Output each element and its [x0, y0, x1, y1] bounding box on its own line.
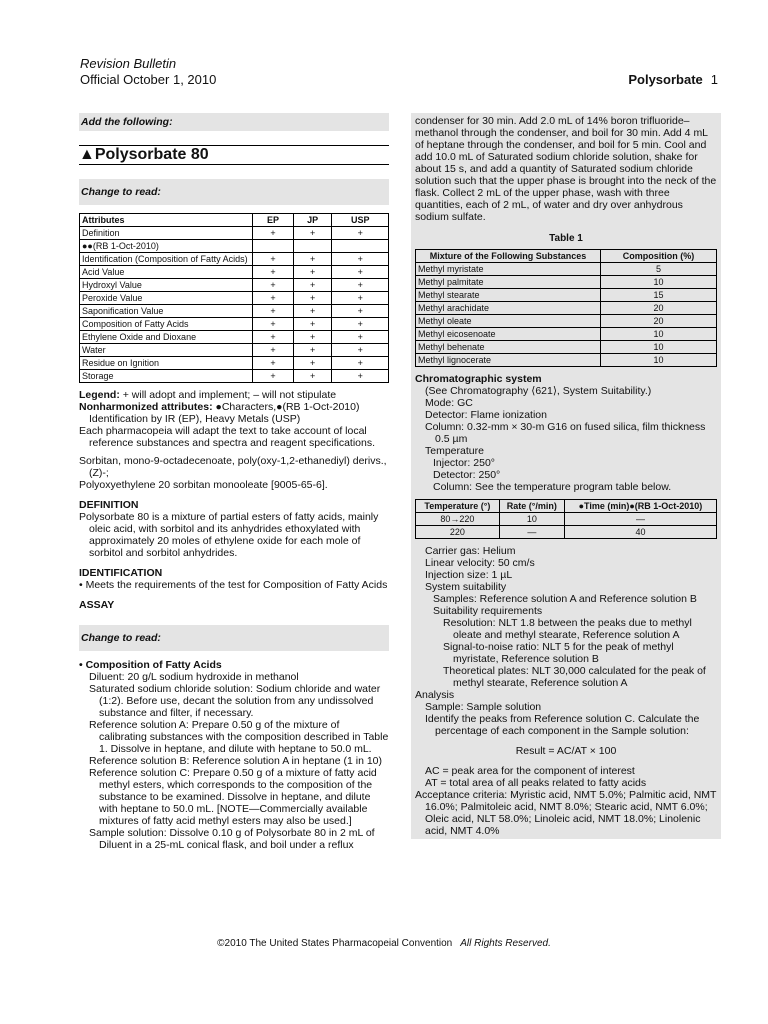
substance-name: Methyl lignocerate [416, 354, 601, 367]
copyright: ©2010 The United States Pharmacopeial Convention [217, 938, 453, 949]
attribute-name: Definition [80, 227, 253, 240]
adoption-mark: + [332, 370, 389, 383]
table-header-row [416, 250, 717, 263]
adoption-mark: + [332, 357, 389, 370]
adoption-mark: + [332, 344, 389, 357]
table-row [416, 513, 717, 526]
adoption-mark: + [253, 266, 294, 279]
adoption-mark: + [253, 227, 294, 240]
nonharm-label: Nonharmonized attributes: [79, 401, 213, 413]
table-header: Rate (°/min) [499, 500, 564, 513]
table-header: EP [253, 214, 294, 227]
attribute-name: Residue on Ignition [80, 357, 253, 370]
table-row [80, 318, 389, 331]
adoption-mark: + [293, 318, 332, 331]
change-to-read: Change to read: [79, 179, 389, 205]
injector: Injector: 250° [433, 457, 495, 469]
identification-text: • Meets the requirements of the test for Composition of Fatty Acids [79, 579, 388, 591]
diluent: Diluent: 20 g/L sodium hydroxide in methanol [89, 671, 299, 683]
chrom-system-heading: Chromatographic system [415, 373, 542, 385]
attribute-name: Hydroxyl Value [80, 279, 253, 292]
attribute-name: Ethylene Oxide and Dioxane [80, 331, 253, 344]
page-header-right [628, 72, 718, 87]
carrier-gas: Carrier gas: Helium [425, 545, 516, 557]
definition-text: Polysorbate 80 is a mixture of partial esters of fatty acids, mainly oleic acid, with sorbitol and its anhydrides ethoxylated with approximately 20 moles of ethylene oxide for each mole of sorbitol and sorbitol anhydrides. [79, 511, 379, 559]
table-row [416, 276, 717, 289]
adoption-mark: + [293, 344, 332, 357]
attribute-name: Peroxide Value [80, 292, 253, 305]
adoption-mark: + [293, 227, 332, 240]
identify-peaks: Identify the peaks from Reference solution C. Calculate the percentage of each component in the Sample solution: [425, 713, 700, 737]
temp-cell: 40 [564, 526, 716, 539]
cofa-heading: • Composition of Fatty Acids [79, 659, 222, 671]
header-title: Polysorbate [628, 72, 703, 87]
resolution: Resolution: NLT 1.8 between the peaks due to methyl oleate and methyl stearate, Reference solution A [443, 617, 692, 641]
result-equation: Result = AC/AT × 100 [515, 745, 617, 757]
table-row [80, 227, 389, 240]
composition-value: 10 [601, 354, 717, 367]
adoption-mark: + [293, 370, 332, 383]
attributes-table [79, 213, 389, 383]
table-row [80, 357, 389, 370]
table-row [80, 292, 389, 305]
identification-heading: IDENTIFICATION [79, 567, 163, 579]
sample-solution: Sample solution: Dissolve 0.10 g of Polysorbate 80 in 2 mL of Diluent in a 25-mL conical flask, and boil under a reflux [89, 827, 375, 851]
table-header-row [416, 500, 717, 513]
substance-name: Methyl behenate [416, 341, 601, 354]
official-date: Official October 1, 2010 [80, 72, 217, 87]
table-header: Temperature (°) [416, 500, 500, 513]
mode: Mode: GC [425, 397, 473, 409]
composition-value: 10 [601, 276, 717, 289]
adoption-mark: + [293, 331, 332, 344]
temp-cell: 220 [416, 526, 500, 539]
reference-solution-b: Reference solution B: Reference solution A in heptane (1 in 10) [89, 755, 383, 767]
attribute-name: Acid Value [80, 266, 253, 279]
table-header: ●Time (min)●(RB 1-Oct-2010) [564, 500, 716, 513]
attribute-name: Identification (Composition of Fatty Acids) [80, 253, 253, 266]
assay-heading: ASSAY [79, 599, 115, 611]
chemical-name: Sorbitan, mono-9-octadecenoate, poly(oxy-1,2-ethanediyl) derivs., (Z)-; [79, 455, 387, 479]
adoption-mark: + [253, 318, 294, 331]
composition-value: 10 [601, 341, 717, 354]
definition-heading: DEFINITION [79, 499, 139, 511]
adoption-mark [332, 240, 389, 253]
table-row [80, 370, 389, 383]
adoption-mark [293, 240, 332, 253]
temperature-heading: Temperature [425, 445, 484, 457]
table-header: Composition (%) [601, 250, 717, 263]
adoption-mark: + [332, 279, 389, 292]
temp-cell: 80→220 [416, 513, 500, 526]
continued-text: condenser for 30 min. Add 2.0 mL of 14% boron trifluoride–methanol through the condenser, and boil for 30 min. Add 4 mL of heptane through the condenser, and boil for 5 min. Cool and add 10.0 mL of Saturated sodium chloride solution, shake for about 15 s, and add a quantity of Saturated sodium chloride solution such that the upper phase is brought into the neck of the flask. Collect 2 mL of the upper phase, wash with three quantities, each of 2 mL, of water and dry over anhydrous sodium sulfate. [415, 115, 717, 223]
samples: Samples: Reference solution A and Reference solution B [433, 593, 697, 605]
detector: Detector: Flame ionization [425, 409, 547, 421]
at-definition: AT = total area of all peaks related to fatty acids [425, 777, 647, 789]
adoption-mark: + [253, 344, 294, 357]
bulletin-label: Revision Bulletin [80, 56, 177, 71]
reference-solution-c: Reference solution C: Prepare 0.50 g of a mixture of fatty acid methyl esters, which corresponds to the composition of the substance to be examined. Dissolve in heptane, and dilute with heptane to 50.0 mL. [NOTE—Commercially available mixtures of fatty acid methyl esters may also be used.] [89, 767, 377, 827]
legend-text: + will adopt and implement; – will not stipulate [119, 389, 337, 401]
table-row [416, 328, 717, 341]
composition-value: 10 [601, 328, 717, 341]
temp-cell: — [499, 526, 564, 539]
page-footer [0, 938, 768, 949]
table-header: USP [332, 214, 389, 227]
table1-caption: Table 1 [549, 233, 583, 244]
legend [79, 389, 389, 401]
table-row [80, 266, 389, 279]
ac-definition: AC = peak area for the component of interest [425, 765, 635, 777]
system-suitability: System suitability [425, 581, 507, 593]
substance-name: Methyl palmitate [416, 276, 601, 289]
adoption-mark: + [293, 292, 332, 305]
table-header: Attributes [80, 214, 253, 227]
adoption-mark: + [293, 357, 332, 370]
adoption-mark: + [293, 279, 332, 292]
table-row [416, 315, 717, 328]
sample: Sample: Sample solution [425, 701, 542, 713]
attribute-name: Storage [80, 370, 253, 383]
temp-cell: 10 [499, 513, 564, 526]
injection-size: Injection size: 1 µL [425, 569, 513, 581]
signal-to-noise: Signal-to-noise ratio: NLT 5 for the peak of methyl myristate, Reference solution B [443, 641, 674, 665]
adoption-mark: + [253, 253, 294, 266]
column-temp: Column: See the temperature program table below. [433, 481, 672, 493]
page-header-left [80, 56, 216, 88]
column: Column: 0.32-mm × 30-m G16 on fused silica, film thickness 0.5 µm [425, 421, 706, 445]
composition-value: 20 [601, 315, 717, 328]
adoption-mark: + [253, 279, 294, 292]
suitability-requirements: Suitability requirements [433, 605, 543, 617]
adoption-mark: + [332, 292, 389, 305]
adoption-mark: + [332, 253, 389, 266]
attribute-name: Saponification Value [80, 305, 253, 318]
page-number: 1 [710, 72, 718, 87]
adoption-mark: + [253, 370, 294, 383]
legend-label: Legend: [79, 389, 120, 401]
adoption-mark: + [253, 357, 294, 370]
adoption-mark: + [332, 227, 389, 240]
table-row [80, 240, 389, 253]
theoretical-plates: Theoretical plates: NLT 30,000 calculated for the peak of methyl stearate, Reference solution A [443, 665, 706, 689]
chrom-see: (See Chromatography ⟨621⟩, System Suitability.) [425, 385, 652, 397]
saturated-nacl: Saturated sodium chloride solution: Sodium chloride and water (1:2). Before use, decant the solution from any undissolved substance and filter, if necessary. [89, 683, 381, 719]
table-row [80, 253, 389, 266]
adoption-mark: + [293, 305, 332, 318]
adoption-mark: + [332, 266, 389, 279]
adoption-mark: + [332, 318, 389, 331]
substance-name: Methyl oleate [416, 315, 601, 328]
table-row [80, 279, 389, 292]
table-row [416, 302, 717, 315]
nonharm-text: ●Characters,●(RB 1-Oct-2010) Identification by IR (EP), Heavy Metals (USP) [89, 401, 360, 425]
adoption-mark: + [253, 331, 294, 344]
change-to-read-2: Change to read: [79, 625, 389, 651]
all-rights: All Rights Reserved. [460, 938, 551, 949]
table1 [415, 249, 717, 367]
adoption-mark [253, 240, 294, 253]
analysis-heading: Analysis [415, 689, 455, 701]
adoption-mark: + [332, 305, 389, 318]
table-row [80, 305, 389, 318]
attribute-name: Water [80, 344, 253, 357]
table-row [416, 354, 717, 367]
table-row [416, 263, 717, 276]
composition-value: 20 [601, 302, 717, 315]
table-row [80, 331, 389, 344]
substance-name: Methyl eicosenoate [416, 328, 601, 341]
table-row [416, 341, 717, 354]
temp-cell: — [564, 513, 716, 526]
temperature-table [415, 499, 717, 539]
attribute-name: Composition of Fatty Acids [80, 318, 253, 331]
composition-value: 5 [601, 263, 717, 276]
linear-velocity: Linear velocity: 50 cm/s [425, 557, 535, 569]
acceptance-criteria: Acceptance criteria: Myristic acid, NMT 5.0%; Palmitic acid, NMT 16.0%; Palmitoleic acid, NMT 8.0%; Stearic acid, NMT 6.0%; Oleic acid, NLT 58.0%; Linoleic acid, NMT 18.0%; Linolenic acid, NMT 4.0% [415, 789, 717, 837]
table-header: JP [293, 214, 332, 227]
substance-name: Methyl myristate [416, 263, 601, 276]
add-following-bar: Add the following: [79, 113, 389, 131]
adoption-mark: + [253, 292, 294, 305]
detector-temp: Detector: 250° [433, 469, 501, 481]
table-row [416, 526, 717, 539]
table-row [416, 289, 717, 302]
left-column [79, 113, 389, 851]
adoption-mark: + [332, 331, 389, 344]
reference-solution-a: Reference solution A: Prepare 0.50 g of the mixture of calibrating substances with the composition described in Table 1. Dissolve in heptane, and dilute with heptane to 50.0 mL. [89, 719, 389, 755]
table-row [80, 344, 389, 357]
composition-value: 15 [601, 289, 717, 302]
right-column [411, 113, 721, 839]
common-name: Polyoxyethylene 20 sorbitan monooleate [9005-65-6]. [79, 479, 328, 491]
adoption-mark: + [293, 266, 332, 279]
each-pharmacopeia: Each pharmacopeia will adapt the text to take account of local reference substances and spectra and reagent specifications. [79, 425, 376, 449]
monograph-title: ▲Polysorbate 80 [79, 145, 389, 165]
attribute-name: ●●(RB 1-Oct-2010) [80, 240, 253, 253]
substance-name: Methyl stearate [416, 289, 601, 302]
nonharmonized [79, 401, 389, 425]
substance-name: Methyl arachidate [416, 302, 601, 315]
adoption-mark: + [253, 305, 294, 318]
table-header: Mixture of the Following Substances [416, 250, 601, 263]
adoption-mark: + [293, 253, 332, 266]
table-header-row [80, 214, 389, 227]
